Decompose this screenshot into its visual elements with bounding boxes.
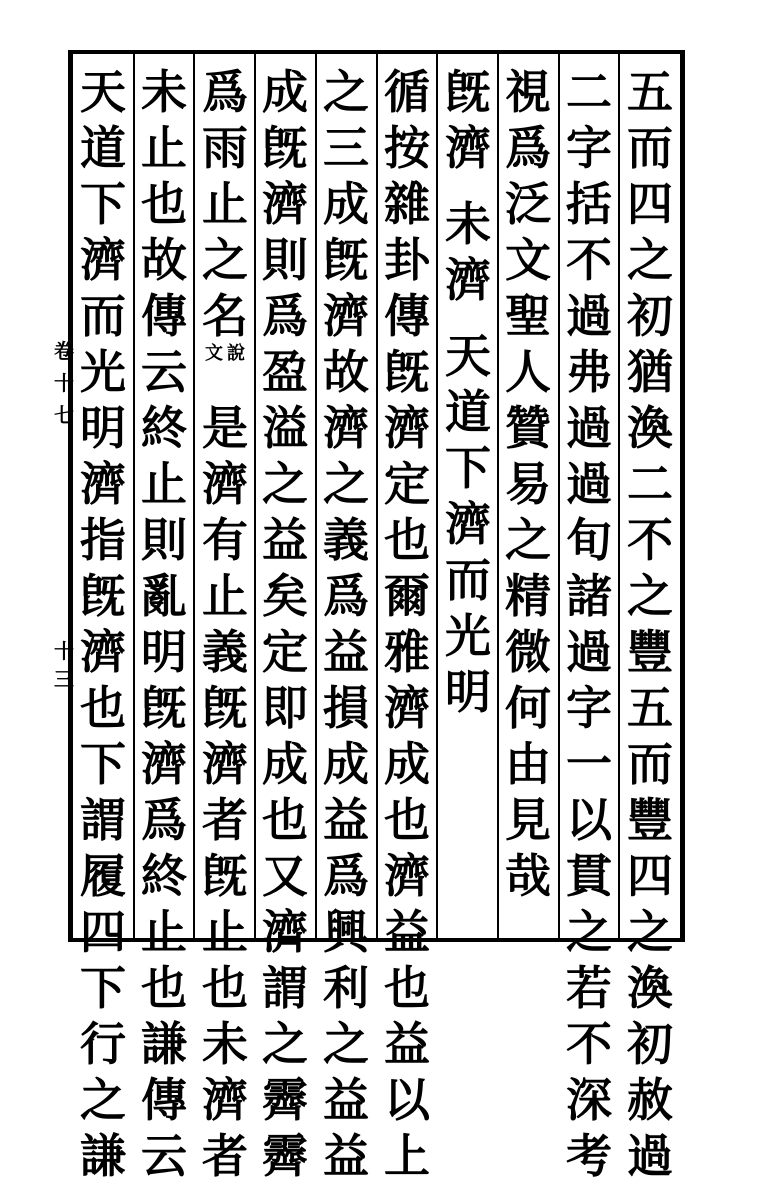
glyph: 過 xyxy=(566,625,612,679)
glyph: 則 xyxy=(141,513,187,567)
glyph: 下 xyxy=(80,737,126,791)
glyph: 濟 xyxy=(202,457,248,511)
glyph: 旣 xyxy=(202,849,248,903)
glyph: 旬 xyxy=(566,513,612,567)
glyph: 之 xyxy=(627,569,673,623)
glyph: 泛 xyxy=(505,177,551,231)
glyph: 益 xyxy=(384,905,430,959)
margin-mark: 三 xyxy=(54,667,74,691)
glyph: 濟 xyxy=(80,625,126,679)
glyph: 則 xyxy=(262,233,308,287)
glyph: 渙 xyxy=(627,961,673,1015)
glyph: 是 xyxy=(202,401,248,455)
glyph: 不 xyxy=(566,1017,612,1071)
glyph: 益 xyxy=(262,513,308,567)
note-glyph: 說 xyxy=(227,343,245,364)
glyph: 也 xyxy=(141,961,187,1015)
glyph: 爲 xyxy=(323,849,369,903)
glyph: 故 xyxy=(323,345,369,399)
text-column-6 xyxy=(316,64,376,1184)
glyph: 旣 xyxy=(445,65,491,119)
glyph: 也 xyxy=(384,961,430,1015)
glyph: 益 xyxy=(323,625,369,679)
glyph: 五 xyxy=(627,65,673,119)
glyph: 濟 xyxy=(80,457,126,511)
glyph: 行 xyxy=(80,1017,126,1071)
glyph: 四 xyxy=(627,177,673,231)
glyph: 初 xyxy=(627,289,673,343)
glyph: 濟 xyxy=(384,681,430,735)
glyph: 之 xyxy=(80,1073,126,1127)
glyph: 而 xyxy=(627,737,673,791)
glyph: 盈 xyxy=(262,345,308,399)
glyph: 履 xyxy=(80,849,126,903)
glyph: 益 xyxy=(384,1017,430,1071)
glyph: 明 xyxy=(80,401,126,455)
glyph: 義 xyxy=(323,513,369,567)
glyph: 濟 xyxy=(323,289,369,343)
glyph: 爲 xyxy=(202,65,248,119)
glyph: 謂 xyxy=(80,793,126,847)
glyph: 循 xyxy=(384,65,430,119)
glyph: 諸 xyxy=(566,569,612,623)
glyph: 之 xyxy=(627,905,673,959)
glyph: 又 xyxy=(262,849,308,903)
margin-mark: 十 xyxy=(54,639,74,663)
glyph: 光 xyxy=(80,345,126,399)
text-column-2 xyxy=(559,64,619,1184)
glyph: 爲 xyxy=(505,121,551,175)
glyph: 爲 xyxy=(141,793,187,847)
glyph: 旣 xyxy=(323,233,369,287)
note-line xyxy=(225,344,247,400)
glyph: 成 xyxy=(323,737,369,791)
glyph: 也 xyxy=(384,793,430,847)
glyph: 即 xyxy=(262,681,308,735)
glyph: 止 xyxy=(141,457,187,511)
glyph: 止 xyxy=(202,905,248,959)
glyph: 之 xyxy=(505,513,551,567)
glyph: 過 xyxy=(566,457,612,511)
glyph: 文 xyxy=(505,233,551,287)
glyph: 之 xyxy=(262,1017,308,1071)
glyph: 道 xyxy=(445,385,491,439)
glyph: 也 xyxy=(202,961,248,1015)
glyph: 益 xyxy=(323,793,369,847)
glyph: 過 xyxy=(566,401,612,455)
glyph: 卦 xyxy=(384,233,430,287)
glyph: 云 xyxy=(141,1129,187,1183)
glyph: 謙 xyxy=(141,1017,187,1071)
glyph: 雅 xyxy=(384,625,430,679)
glyph: 豐 xyxy=(627,793,673,847)
glyph: 濟 xyxy=(202,737,248,791)
glyph: 之 xyxy=(202,233,248,287)
text-column-10 xyxy=(73,64,133,1184)
glyph: 不 xyxy=(627,513,673,567)
glyph: 興 xyxy=(323,905,369,959)
glyph: 見 xyxy=(505,793,551,847)
glyph: 過 xyxy=(627,1129,673,1183)
glyph: 濟 xyxy=(141,737,187,791)
glyph: 考 xyxy=(566,1129,612,1183)
glyph: 者 xyxy=(202,1129,248,1183)
glyph: 爲 xyxy=(323,569,369,623)
glyph: 上 xyxy=(384,1129,430,1183)
glyph: 濟 xyxy=(384,401,430,455)
text-column-3 xyxy=(498,64,558,904)
note-line xyxy=(203,344,225,400)
glyph: 貫 xyxy=(566,849,612,903)
glyph: 之 xyxy=(323,1017,369,1071)
glyph: 濟 xyxy=(323,401,369,455)
glyph: 指 xyxy=(80,513,126,567)
glyph: 也 xyxy=(80,681,126,735)
glyph: 而 xyxy=(627,121,673,175)
glyph: 四 xyxy=(80,905,126,959)
glyph: 云 xyxy=(141,345,187,399)
glyph: 亂 xyxy=(141,569,187,623)
glyph: 之 xyxy=(323,65,369,119)
glyph: 濟 xyxy=(445,497,491,551)
glyph: 由 xyxy=(505,737,551,791)
glyph: 濟 xyxy=(80,233,126,287)
glyph: 雨 xyxy=(202,121,248,175)
glyph: 按 xyxy=(384,121,430,175)
glyph: 字 xyxy=(566,121,612,175)
glyph: 矣 xyxy=(262,569,308,623)
text-column-9 xyxy=(134,64,194,1184)
margin-mark: 十 xyxy=(54,371,74,395)
margin-mark: 卷 xyxy=(54,339,74,363)
glyph: 成 xyxy=(323,177,369,231)
glyph: 赦 xyxy=(627,1073,673,1127)
glyph: 以 xyxy=(566,793,612,847)
glyph: 旣 xyxy=(141,681,187,735)
glyph: 渙 xyxy=(627,401,673,455)
glyph: 也 xyxy=(262,793,308,847)
glyph: 精 xyxy=(505,569,551,623)
glyph: 五 xyxy=(627,681,673,735)
glyph: 終 xyxy=(141,401,187,455)
glyph: 旣 xyxy=(80,569,126,623)
glyph: 霽 xyxy=(262,1073,308,1127)
glyph: 成 xyxy=(384,737,430,791)
glyph: 贊 xyxy=(505,401,551,455)
glyph: 旣 xyxy=(384,345,430,399)
text-column-7 xyxy=(255,64,315,1184)
glyph: 溢 xyxy=(262,401,308,455)
glyph: 四 xyxy=(627,849,673,903)
glyph: 謂 xyxy=(262,961,308,1015)
glyph: 濟 xyxy=(384,849,430,903)
glyph: 旣 xyxy=(202,681,248,735)
glyph: 濟 xyxy=(262,177,308,231)
glyph: 之 xyxy=(262,457,308,511)
glyph: 濟 xyxy=(202,1073,248,1127)
glyph: 之 xyxy=(323,457,369,511)
glyph: 終 xyxy=(141,849,187,903)
glyph: 濟 xyxy=(445,253,491,307)
glyph: 爲 xyxy=(262,289,308,343)
glyph: 傳 xyxy=(384,289,430,343)
text-column-4 xyxy=(438,64,498,720)
glyph: 故 xyxy=(141,233,187,287)
glyph: 濟 xyxy=(262,905,308,959)
text-column-1 xyxy=(620,64,680,1184)
glyph: 光 xyxy=(445,609,491,663)
glyph: 益 xyxy=(323,1073,369,1127)
glyph: 明 xyxy=(445,665,491,719)
glyph: 而 xyxy=(80,289,126,343)
glyph: 道 xyxy=(80,121,126,175)
glyph: 聖 xyxy=(505,289,551,343)
glyph: 天 xyxy=(80,65,126,119)
text-column-8 xyxy=(195,64,255,1184)
glyph: 弗 xyxy=(566,345,612,399)
glyph: 止 xyxy=(141,905,187,959)
glyph: 傳 xyxy=(141,289,187,343)
glyph: 濟 xyxy=(445,121,491,175)
glyph: 爾 xyxy=(384,569,430,623)
glyph: 人 xyxy=(505,345,551,399)
glyph: 者 xyxy=(202,793,248,847)
glyph: 二 xyxy=(566,65,612,119)
glyph: 下 xyxy=(80,961,126,1015)
margin-mark: 七 xyxy=(54,403,74,427)
glyph: 成 xyxy=(262,737,308,791)
glyph: 霽 xyxy=(262,1129,308,1183)
glyph: 止 xyxy=(202,177,248,231)
glyph: 天 xyxy=(445,329,491,383)
glyph: 益 xyxy=(323,1129,369,1183)
glyph: 未 xyxy=(445,197,491,251)
glyph: 損 xyxy=(323,681,369,735)
text-column-5 xyxy=(377,64,437,1184)
glyph: 何 xyxy=(505,681,551,735)
glyph: 未 xyxy=(202,1017,248,1071)
glyph: 義 xyxy=(202,625,248,679)
glyph: 成 xyxy=(262,65,308,119)
glyph: 微 xyxy=(505,625,551,679)
glyph: 字 xyxy=(566,681,612,735)
glyph: 視 xyxy=(505,65,551,119)
interlinear-note xyxy=(197,344,253,400)
glyph: 止 xyxy=(141,121,187,175)
glyph: 以 xyxy=(384,1073,430,1127)
glyph: 豐 xyxy=(627,625,673,679)
glyph: 有 xyxy=(202,513,248,567)
glyph: 定 xyxy=(384,457,430,511)
glyph: 名 xyxy=(202,289,248,343)
glyph: 止 xyxy=(202,569,248,623)
glyph: 下 xyxy=(80,177,126,231)
glyph: 而 xyxy=(445,553,491,607)
glyph: 深 xyxy=(566,1073,612,1127)
glyph: 未 xyxy=(141,65,187,119)
note-glyph: 文 xyxy=(205,343,223,364)
glyph: 過 xyxy=(566,289,612,343)
glyph: 定 xyxy=(262,625,308,679)
glyph: 二 xyxy=(627,457,673,511)
glyph: 也 xyxy=(384,513,430,567)
glyph: 若 xyxy=(566,961,612,1015)
glyph: 一 xyxy=(566,737,612,791)
glyph: 易 xyxy=(505,457,551,511)
glyph: 謙 xyxy=(80,1129,126,1183)
glyph: 之 xyxy=(627,233,673,287)
glyph: 猶 xyxy=(627,345,673,399)
glyph: 下 xyxy=(445,441,491,495)
glyph: 利 xyxy=(323,961,369,1015)
glyph: 也 xyxy=(141,177,187,231)
glyph: 不 xyxy=(566,233,612,287)
glyph: 三 xyxy=(323,121,369,175)
glyph: 之 xyxy=(566,905,612,959)
glyph: 初 xyxy=(627,1017,673,1071)
glyph: 雜 xyxy=(384,177,430,231)
glyph: 旣 xyxy=(262,121,308,175)
glyph: 傳 xyxy=(141,1073,187,1127)
glyph: 哉 xyxy=(505,849,551,903)
glyph: 明 xyxy=(141,625,187,679)
glyph: 括 xyxy=(566,177,612,231)
